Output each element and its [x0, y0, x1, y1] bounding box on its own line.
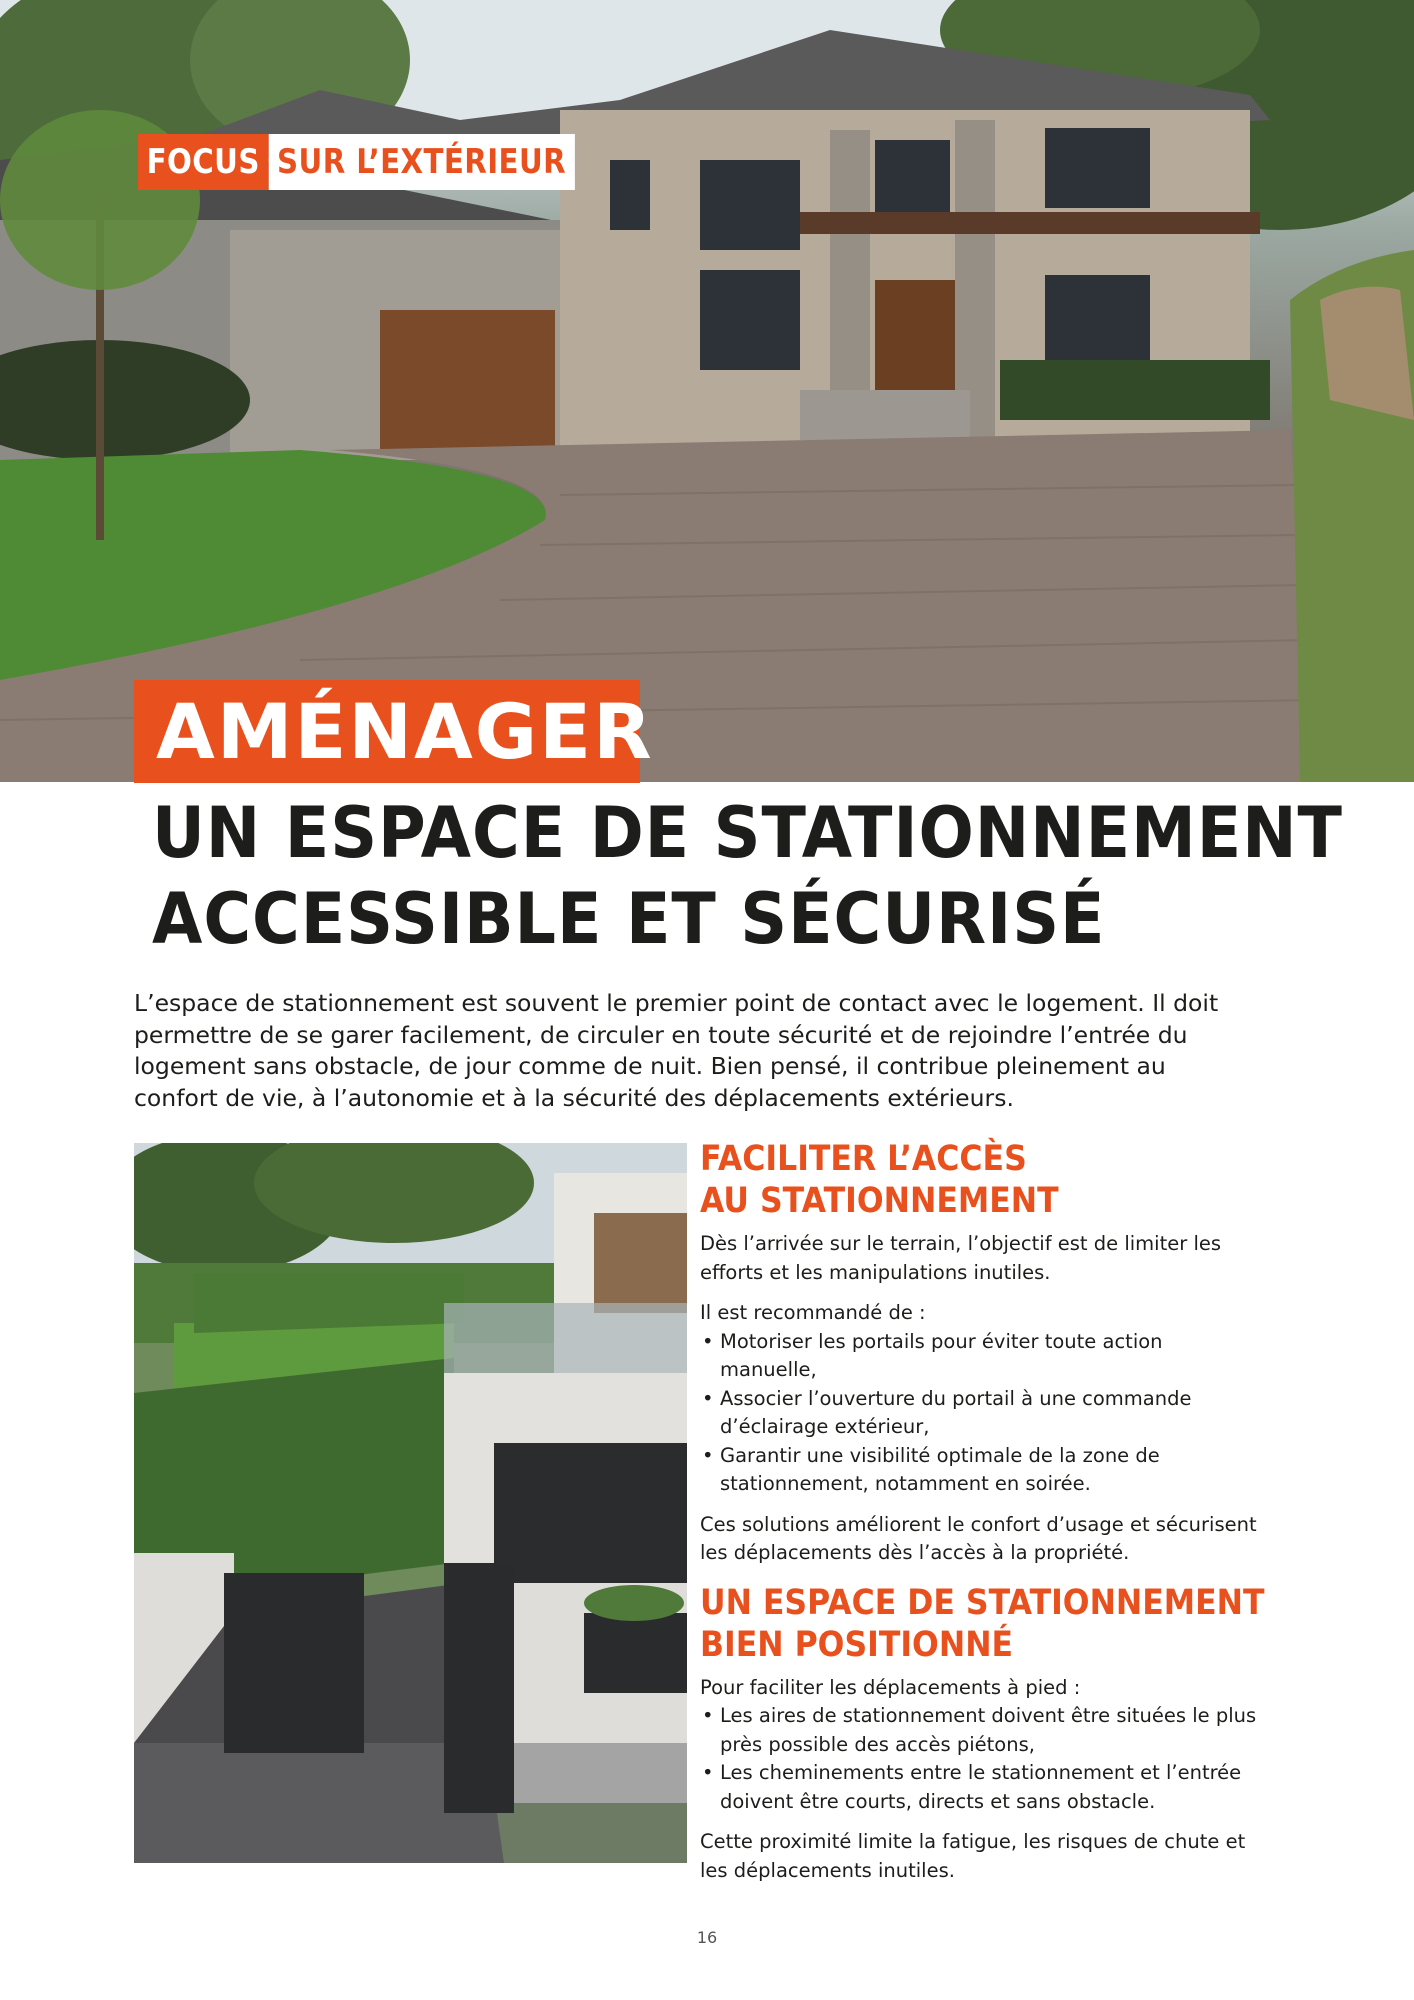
section-heading-access-line-2: AU STATIONNEMENT [700, 1181, 1059, 1221]
intro-paragraph: L’espace de stationnement est souvent le premier point de contact avec le logement. Il doit permettre de se garer facilement, de circuler en toute sécurité et de rejoindre l’entrée du logement sans obstacle, de jour comme de nuit. Bien pensé, il contribue pleinement au confort de vie, à l’autonomie et à la sécurité des déplacements extérieurs. [134, 989, 1219, 1112]
section-heading-access [700, 1138, 1204, 1222]
gate-garage-illustration [134, 1143, 687, 1863]
content-column [700, 1138, 1265, 1885]
section-heading-access-line-1: FACILITER L’ACCÈS [700, 1139, 1027, 1179]
section-heading-position-line-1: UN ESPACE DE STATIONNEMENT [700, 1582, 1265, 1623]
recommendation-list [700, 1328, 1260, 1499]
section-heading-position-line-2: BIEN POSITIONNÉ [700, 1624, 1014, 1665]
exterior-label: SUR L’EXTÉRIEUR [268, 134, 574, 190]
list-item: • Les cheminements entre le stationnement et l’entrée doivent être courts, directs et sans obstacle. [700, 1759, 1260, 1816]
list-item: • Les aires de stationnement doivent être situées le plus près possible des accès piétons, [700, 1702, 1260, 1759]
recommendation-lead: Il est recommandé de : [700, 1301, 926, 1324]
kicker-title: AMÉNAGER [134, 680, 640, 783]
gate-garage-photo [134, 1143, 687, 1863]
house-driveway-illustration [0, 0, 1414, 782]
page-title-line-1: UN ESPACE DE STATIONNEMENT [152, 792, 1343, 874]
position-lead: Pour faciliter les déplacements à pied : [700, 1675, 1081, 1699]
list-item: • Associer l’ouverture du portail à une commande d’éclairage extérieur, [700, 1385, 1260, 1442]
focus-label: FOCUS [138, 134, 268, 190]
position-conclusion-paragraph: Cette proximité limite la fatigue, les risques de chute et les déplacements inutiles. [700, 1830, 1246, 1882]
list-item: • Motoriser les portails pour éviter toute action manuelle, [700, 1328, 1260, 1385]
section-heading-position [700, 1582, 1265, 1666]
list-item: • Garantir une visibilité optimale de la zone de stationnement, notamment en soirée. [700, 1442, 1260, 1499]
page-number: 16 [696, 1928, 718, 1947]
page-title [152, 790, 1343, 962]
access-intro-paragraph: Dès l’arrivée sur le terrain, l’objectif est de limiter les efforts et les manipulations inutiles. [700, 1232, 1222, 1284]
page-title-line-2: ACCESSIBLE ET SÉCURISÉ [152, 878, 1106, 960]
section-tag [138, 134, 575, 190]
position-list [700, 1702, 1260, 1816]
access-conclusion-paragraph: Ces solutions améliorent le confort d’usage et sécurisent les déplacements dès l’accès à la propriété. [700, 1512, 1257, 1564]
hero-photo [0, 0, 1414, 782]
